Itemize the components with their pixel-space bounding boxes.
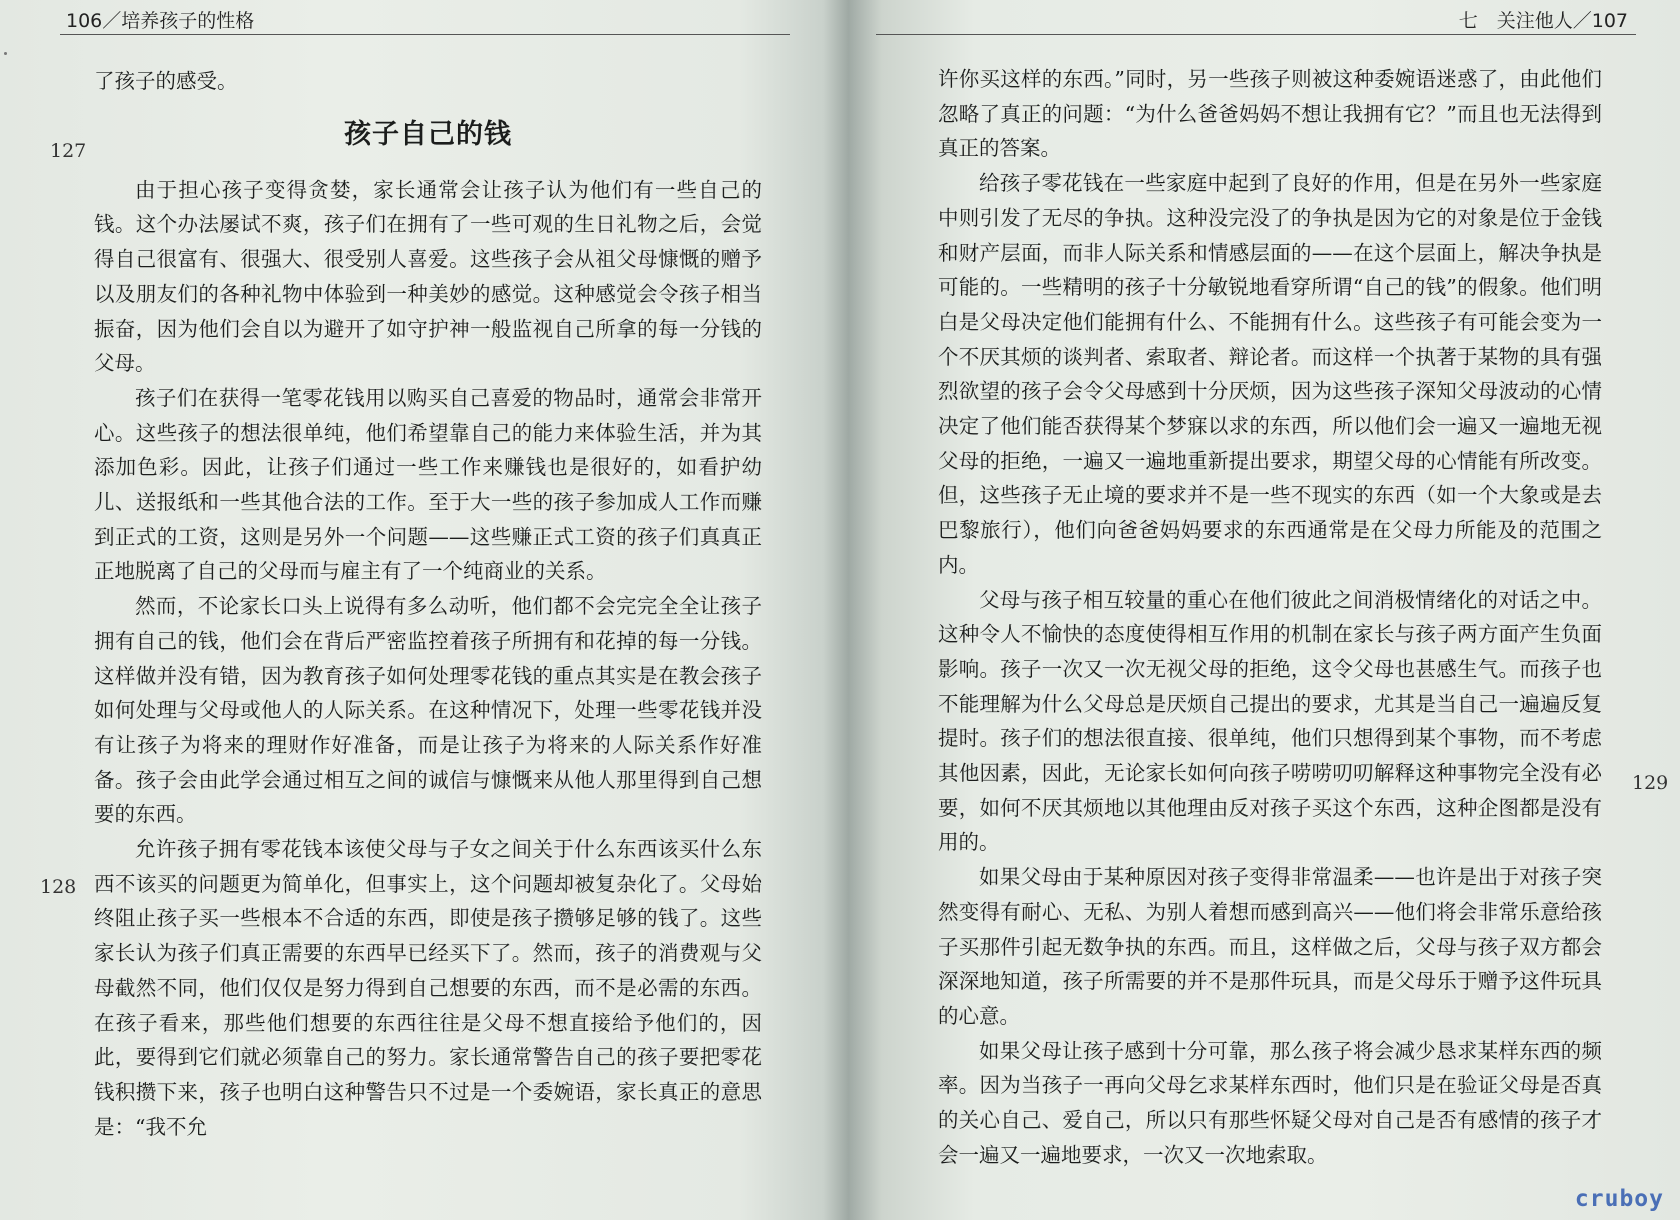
left-paragraph-2: 由于担心孩子变得贪婪，家长通常会让孩子认为他们有一些自己的钱。这个办法屡试不爽，孩子们在拥有了一些可观的生日礼物之后，会觉得自己很富有、很强大、很受别人喜爱。这些孩子会从祖父母慷慨的赠予以及朋友们的各种礼物中体验到一种美妙的感觉。这种感觉会令孩子相当振奋，因为他们会自以为避开了如守护神一般监视自己所拿的每一分钱的父母。 xyxy=(94,177,762,376)
watermark: cruboy xyxy=(1574,1186,1664,1212)
right-paragraph-2: 给孩子零花钱在一些家庭中起到了良好的作用，但是在另外一些家庭中则引发了无尽的争执。这种没完没了的争执是因为它的对象是位于金钱和财产层面，而非人际关系和情感层面的——在这个层面上，解决争执是可能的。一些精明的孩子十分敏锐地看穿所谓“自己的钱”的假象。他们明白是父母决定他们能拥有什么、不能拥有什么。这些孩子有可能会变为一个不厌其烦的谈判者、索取者、辩论者。而这样一个执著于某物的具有强烈欲望的孩子会令父母感到十分厌烦，因为这些孩子深知父母波动的心情决定了他们能否获得某个梦寐以求的东西，所以他们会一遍又一遍地无视父母的拒绝，一遍又一遍地重新提出要求，期望父母的心情能有所改变。但，这些孩子无止境的要求并不是一些不现实的东西（如一个大象或是去巴黎旅行），他们向爸爸妈妈要求的东西通常是在父母力所能及的范围之内。 xyxy=(938,171,1602,577)
right-page xyxy=(850,0,1680,1220)
right-text-block xyxy=(938,62,1602,1173)
section-title: 孩子自己的钱 xyxy=(344,118,512,150)
right-paragraph-3: 父母与孩子相互较量的重心在他们彼此之间消极情绪化的对话之中。这种令人不愉快的态度使得相互作用的机制在家长与孩子两方面产生负面影响。孩子一次又一次无视父母的拒绝，这令父母也甚感生气。而孩子也不能理解为什么父母总是厌烦自己提出的要求，尤其是当自己一遍遍反复提时。孩子们的想法很直接、很单纯，他们只想得到某个事物，而不考虑其他因素，因此，无论家长如何向孩子唠唠叨叨解释这种事物完全没有必要，如何不厌其烦地以其他理由反对孩子买这个东西，这种企图都是没有用的。 xyxy=(938,587,1602,855)
left-paragraph-3: 孩子们在获得一笔零花钱用以购买自己喜爱的物品时，通常会非常开心。这些孩子的想法很单纯，他们希望靠自己的能力来体验生活，并为其添加色彩。因此，让孩子们通过一些工作来赚钱也是很好的，如看护幼儿、送报纸和一些其他合法的工作。至于大一些的孩子参加成人工作而赚到正式的工资，这则是另外一个问题——这些赚正式工资的孩子们真真正正地脱离了自己的父母而与雇主有了一个纯商业的关系。 xyxy=(94,385,762,584)
right-paragraph-4: 如果父母由于某种原因对孩子变得非常温柔——也许是出于对孩子突然变得有耐心、无私、为别人着想而感到高兴——他们将会非常乐意给孩子买那件引起无数争执的东西。而且，这样做之后，父母与孩子双方都会深深地知道，孩子所需要的并不是那件玩具，而是父母乐于赠予这件玩具的心意。 xyxy=(938,865,1602,1028)
margin-number-128: 128 xyxy=(40,876,77,898)
margin-number-127: 127 xyxy=(50,140,87,162)
margin-number-129: 129 xyxy=(1632,772,1669,794)
right-paragraph-5: 如果父母让孩子感到十分可靠，那么孩子将会减少恳求某样东西的频率。因为当孩子一再向父母乞求某样东西时，他们只是在验证父母是否真的关心自己、爱自己，所以只有那些怀疑父母对自己是否有感情的孩子才会一遍又一遍地要求，一次又一次地索取。 xyxy=(938,1038,1602,1167)
left-paragraph-1: 了孩子的感受。 xyxy=(94,69,238,93)
left-running-head: 106／培养孩子的性格 xyxy=(66,10,255,32)
left-paragraph-4: 然而，不论家长口头上说得有多么动听，他们都不会完完全全让孩子拥有自己的钱，他们会在背后严密监控着孩子所拥有和花掉的每一分钱。这样做并没有错，因为教育孩子如何处理零花钱的重点其实是在教会孩子如何处理与父母或他人的人际关系。在这种情况下，处理一些零花钱并没有让孩子为将来的理财作好准备，而是让孩子为将来的人际关系作好准备。孩子会由此学会通过相互之间的诚信与慷慨来从他人那里得到自己想要的东西。 xyxy=(94,594,762,827)
right-running-head: 七 关注他人／107 xyxy=(1458,10,1628,32)
left-paragraph-5: 允许孩子拥有零花钱本该使父母与子女之间关于什么东西该买什么东西不该买的问题更为简单化，但事实上，这个问题却被复杂化了。父母始终阻止孩子买一些根本不合适的东西，即使是孩子攒够足够的钱了。这些家长认为孩子们真正需要的东西早已经买下了。然而，孩子的消费观与父母截然不同，他们仅仅是努力得到自己想要的东西，而不是必需的东西。在孩子看来，那些他们想要的东西往往是父母不想直接给予他们的，因此，要得到它们就必须靠自己的努力。家长通常警告自己的孩子要把零花钱积攒下来，孩子也明白这种警告只不过是一个委婉语，家长真正的意思是：“我不允 xyxy=(94,837,762,1139)
right-paragraph-1: 许你买这样的东西。”同时，另一些孩子则被这种委婉语迷惑了，由此他们忽略了真正的问题：“为什么爸爸妈妈不想让我拥有它？”而且也无法得到真正的答案。 xyxy=(938,67,1602,161)
left-head-rule xyxy=(60,34,790,35)
scan-speck xyxy=(4,52,7,55)
left-text-block xyxy=(94,64,762,1144)
left-page xyxy=(0,0,830,1220)
right-head-rule xyxy=(876,34,1636,35)
